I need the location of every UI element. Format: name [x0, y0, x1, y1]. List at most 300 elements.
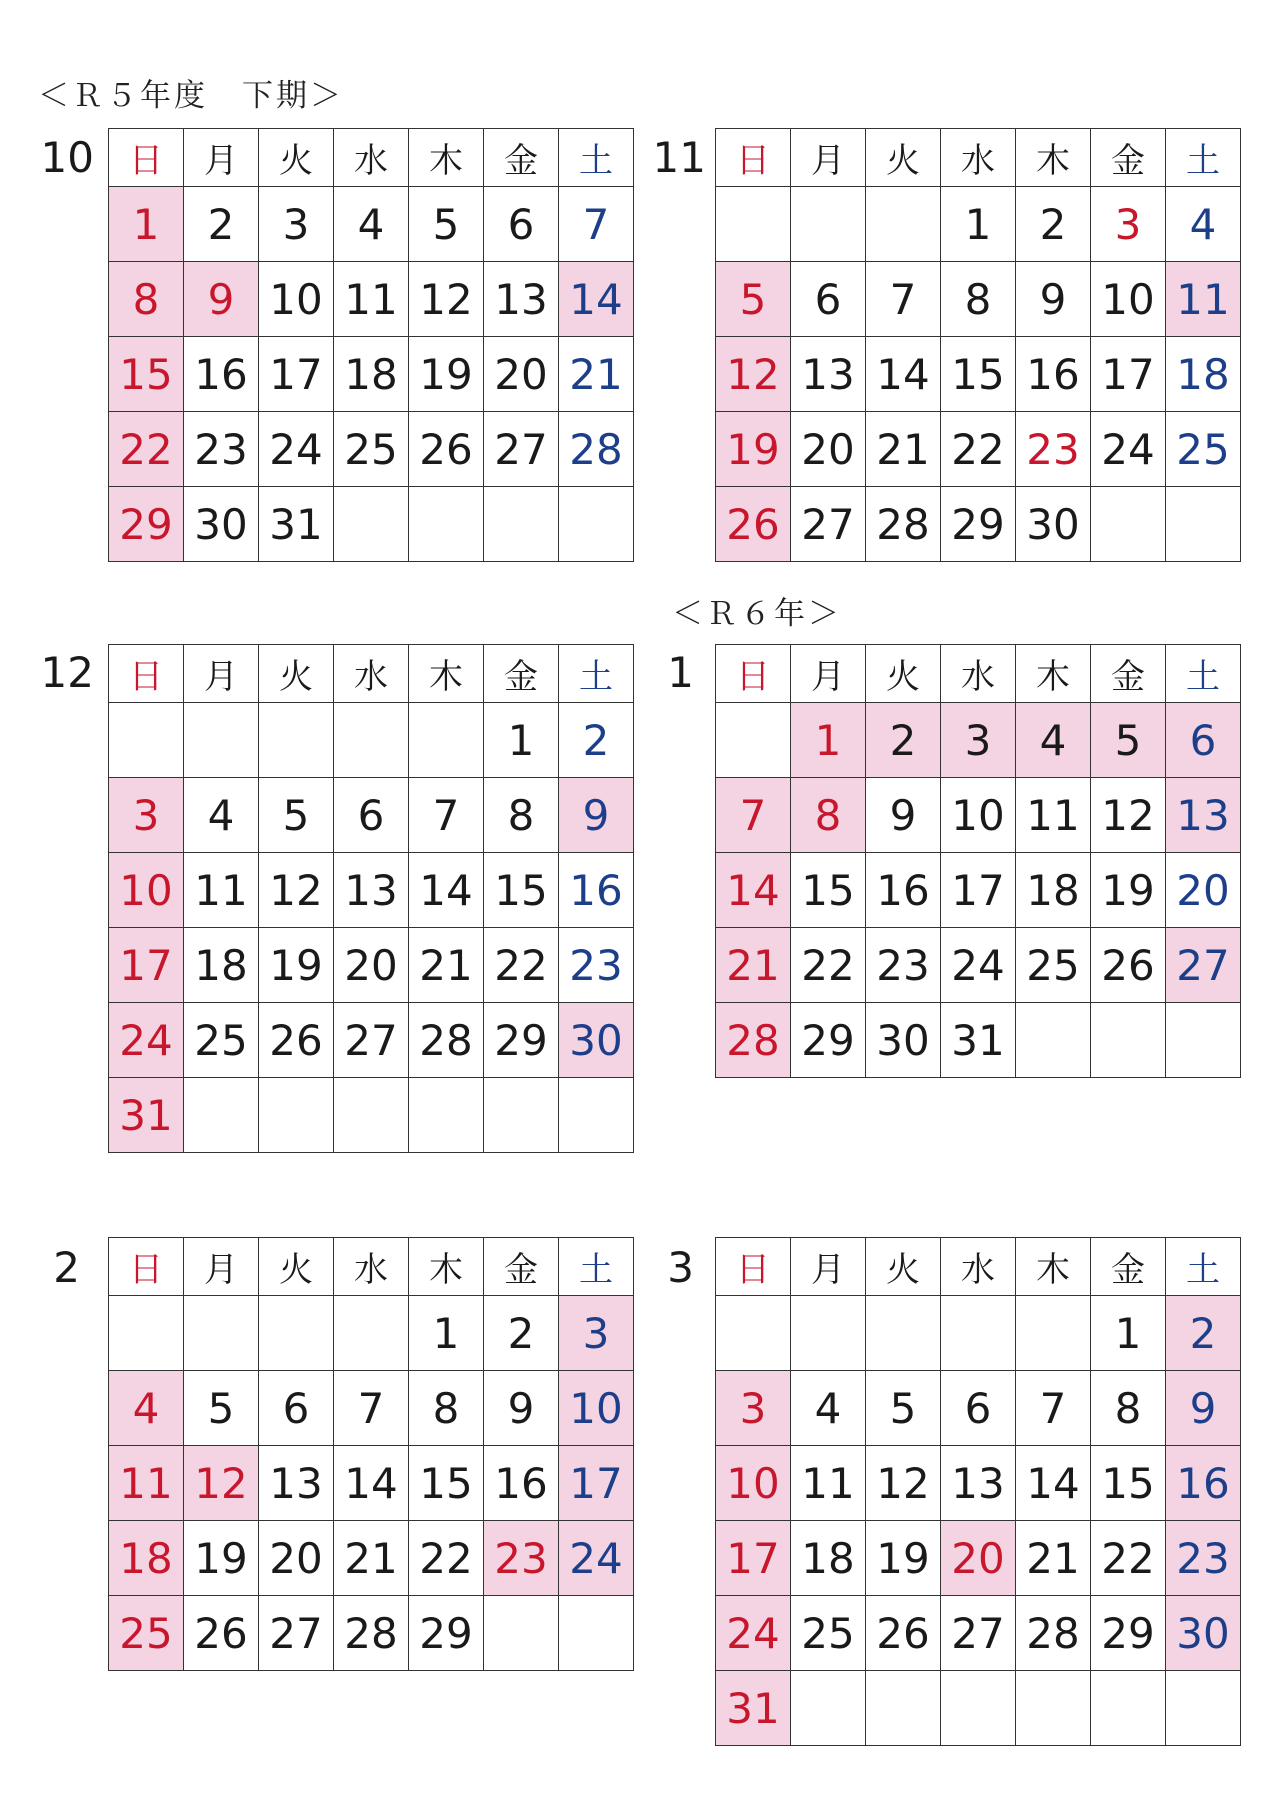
empty-cell [484, 487, 559, 562]
day-cell: 17 [1091, 337, 1166, 412]
day-cell: 11 [334, 262, 409, 337]
day-cell: 22 [409, 1521, 484, 1596]
day-cell: 24 [941, 928, 1016, 1003]
weekday-header: 木 [1016, 1238, 1091, 1296]
day-cell: 11 [184, 853, 259, 928]
day-cell: 20 [334, 928, 409, 1003]
empty-cell [334, 1078, 409, 1153]
day-cell: 24 [1091, 412, 1166, 487]
day-cell: 1 [409, 1296, 484, 1371]
weekday-header: 火 [866, 645, 941, 703]
day-cell: 3 [716, 1371, 791, 1446]
day-cell: 19 [184, 1521, 259, 1596]
day-cell: 3 [1091, 187, 1166, 262]
weekday-header-row [716, 129, 1241, 187]
day-cell: 6 [334, 778, 409, 853]
weekday-header: 月 [791, 1238, 866, 1296]
day-cell: 21 [409, 928, 484, 1003]
month-calendar [715, 644, 1241, 1078]
day-cell: 13 [259, 1446, 334, 1521]
empty-cell [791, 1671, 866, 1746]
day-cell: 30 [559, 1003, 634, 1078]
day-cell: 6 [1166, 703, 1241, 778]
day-cell: 6 [484, 187, 559, 262]
week-row [716, 703, 1241, 778]
day-cell: 10 [941, 778, 1016, 853]
week-row [716, 187, 1241, 262]
month-number: 2 [53, 1243, 80, 1292]
day-cell: 13 [334, 853, 409, 928]
weekday-header: 火 [866, 129, 941, 187]
day-cell: 18 [109, 1521, 184, 1596]
day-cell: 2 [559, 703, 634, 778]
day-cell: 23 [484, 1521, 559, 1596]
weekday-header: 土 [1166, 129, 1241, 187]
empty-cell [1016, 1003, 1091, 1078]
empty-cell [184, 703, 259, 778]
day-cell: 12 [866, 1446, 941, 1521]
empty-cell [559, 1078, 634, 1153]
empty-cell [259, 1296, 334, 1371]
day-cell: 1 [484, 703, 559, 778]
day-cell: 17 [259, 337, 334, 412]
day-cell: 18 [1166, 337, 1241, 412]
day-cell: 2 [184, 187, 259, 262]
day-cell: 3 [941, 703, 1016, 778]
empty-cell [334, 703, 409, 778]
month-calendar [715, 1237, 1241, 1746]
empty-cell [109, 1296, 184, 1371]
empty-cell [1166, 1003, 1241, 1078]
empty-cell [409, 487, 484, 562]
year-heading: ＜Ｒ６年＞ [672, 596, 842, 632]
day-cell: 7 [409, 778, 484, 853]
empty-cell [1091, 1003, 1166, 1078]
week-row [109, 1371, 634, 1446]
weekday-header-row [716, 645, 1241, 703]
day-cell: 16 [866, 853, 941, 928]
week-row [109, 262, 634, 337]
empty-cell [1166, 487, 1241, 562]
day-cell: 22 [484, 928, 559, 1003]
day-cell: 8 [791, 778, 866, 853]
day-cell: 26 [716, 487, 791, 562]
day-cell: 30 [184, 487, 259, 562]
day-cell: 23 [559, 928, 634, 1003]
day-cell: 2 [866, 703, 941, 778]
day-cell: 26 [866, 1596, 941, 1671]
day-cell: 5 [259, 778, 334, 853]
weekday-header: 土 [1166, 645, 1241, 703]
weekday-header: 木 [409, 1238, 484, 1296]
day-cell: 2 [1016, 187, 1091, 262]
weekday-header: 水 [334, 645, 409, 703]
day-cell: 13 [941, 1446, 1016, 1521]
day-cell: 16 [184, 337, 259, 412]
day-cell: 5 [409, 187, 484, 262]
day-cell: 19 [716, 412, 791, 487]
empty-cell [791, 1296, 866, 1371]
day-cell: 9 [1016, 262, 1091, 337]
day-cell: 25 [791, 1596, 866, 1671]
month-number: 3 [667, 1243, 694, 1292]
day-cell: 29 [109, 487, 184, 562]
day-cell: 22 [791, 928, 866, 1003]
day-cell: 2 [484, 1296, 559, 1371]
weekday-header: 金 [1091, 129, 1166, 187]
month-number: 1 [667, 648, 694, 697]
day-cell: 29 [791, 1003, 866, 1078]
day-cell: 18 [334, 337, 409, 412]
weekday-header: 水 [334, 129, 409, 187]
day-cell: 7 [559, 187, 634, 262]
day-cell: 31 [941, 1003, 1016, 1078]
day-cell: 13 [791, 337, 866, 412]
empty-cell [941, 1671, 1016, 1746]
day-cell: 17 [559, 1446, 634, 1521]
day-cell: 27 [941, 1596, 1016, 1671]
weekday-header: 木 [1016, 129, 1091, 187]
week-row [109, 337, 634, 412]
day-cell: 8 [1091, 1371, 1166, 1446]
day-cell: 18 [184, 928, 259, 1003]
day-cell: 15 [1091, 1446, 1166, 1521]
day-cell: 20 [791, 412, 866, 487]
empty-cell [559, 1596, 634, 1671]
day-cell: 26 [259, 1003, 334, 1078]
day-cell: 13 [484, 262, 559, 337]
day-cell: 29 [409, 1596, 484, 1671]
day-cell: 28 [334, 1596, 409, 1671]
day-cell: 29 [1091, 1596, 1166, 1671]
empty-cell [409, 1078, 484, 1153]
week-row [716, 1296, 1241, 1371]
empty-cell [259, 703, 334, 778]
week-row [109, 928, 634, 1003]
week-row [109, 1446, 634, 1521]
empty-cell [484, 1078, 559, 1153]
week-row [716, 853, 1241, 928]
day-cell: 20 [259, 1521, 334, 1596]
day-cell: 11 [791, 1446, 866, 1521]
day-cell: 9 [184, 262, 259, 337]
empty-cell [259, 1078, 334, 1153]
week-row [109, 1296, 634, 1371]
weekday-header: 土 [559, 129, 634, 187]
day-cell: 30 [1016, 487, 1091, 562]
day-cell: 20 [484, 337, 559, 412]
day-cell: 7 [1016, 1371, 1091, 1446]
day-cell: 8 [484, 778, 559, 853]
week-row [109, 1596, 634, 1671]
weekday-header: 木 [409, 645, 484, 703]
week-row [109, 1003, 634, 1078]
empty-cell [559, 487, 634, 562]
weekday-header: 水 [941, 129, 1016, 187]
day-cell: 10 [716, 1446, 791, 1521]
weekday-header: 水 [941, 645, 1016, 703]
weekday-header: 日 [716, 129, 791, 187]
day-cell: 14 [866, 337, 941, 412]
month-calendar [108, 644, 634, 1153]
day-cell: 19 [409, 337, 484, 412]
day-cell: 9 [866, 778, 941, 853]
day-cell: 25 [334, 412, 409, 487]
day-cell: 8 [941, 262, 1016, 337]
day-cell: 28 [1016, 1596, 1091, 1671]
day-cell: 11 [1166, 262, 1241, 337]
empty-cell [1091, 1671, 1166, 1746]
day-cell: 17 [716, 1521, 791, 1596]
week-row [716, 412, 1241, 487]
day-cell: 29 [484, 1003, 559, 1078]
day-cell: 16 [559, 853, 634, 928]
weekday-header: 木 [1016, 645, 1091, 703]
day-cell: 27 [791, 487, 866, 562]
day-cell: 24 [716, 1596, 791, 1671]
day-cell: 3 [259, 187, 334, 262]
weekday-header: 火 [259, 129, 334, 187]
day-cell: 17 [941, 853, 1016, 928]
day-cell: 10 [259, 262, 334, 337]
week-row [716, 1596, 1241, 1671]
month-calendar [108, 128, 634, 562]
day-cell: 23 [184, 412, 259, 487]
empty-cell [334, 487, 409, 562]
empty-cell [866, 187, 941, 262]
empty-cell [716, 187, 791, 262]
day-cell: 21 [866, 412, 941, 487]
day-cell: 5 [1091, 703, 1166, 778]
week-row [716, 487, 1241, 562]
weekday-header: 月 [184, 129, 259, 187]
day-cell: 27 [1166, 928, 1241, 1003]
day-cell: 29 [941, 487, 1016, 562]
day-cell: 14 [1016, 1446, 1091, 1521]
fiscal-half-heading: ＜Ｒ５年度 下期＞ [38, 78, 344, 114]
empty-cell [484, 1596, 559, 1671]
weekday-header: 金 [1091, 645, 1166, 703]
week-row [716, 262, 1241, 337]
weekday-header: 日 [716, 645, 791, 703]
weekday-header: 金 [484, 129, 559, 187]
empty-cell [334, 1296, 409, 1371]
weekday-header: 土 [559, 1238, 634, 1296]
day-cell: 4 [109, 1371, 184, 1446]
day-cell: 12 [1091, 778, 1166, 853]
day-cell: 21 [559, 337, 634, 412]
month-number: 11 [652, 133, 706, 182]
weekday-header: 金 [484, 1238, 559, 1296]
day-cell: 23 [1166, 1521, 1241, 1596]
day-cell: 10 [559, 1371, 634, 1446]
weekday-header: 日 [716, 1238, 791, 1296]
weekday-header: 火 [259, 1238, 334, 1296]
weekday-header: 日 [109, 1238, 184, 1296]
day-cell: 15 [109, 337, 184, 412]
day-cell: 5 [716, 262, 791, 337]
day-cell: 24 [559, 1521, 634, 1596]
week-row [109, 1078, 634, 1153]
day-cell: 10 [1091, 262, 1166, 337]
empty-cell [716, 703, 791, 778]
day-cell: 5 [866, 1371, 941, 1446]
empty-cell [1016, 1296, 1091, 1371]
day-cell: 14 [409, 853, 484, 928]
day-cell: 14 [716, 853, 791, 928]
day-cell: 6 [259, 1371, 334, 1446]
month-calendar [108, 1237, 634, 1671]
day-cell: 12 [184, 1446, 259, 1521]
day-cell: 14 [559, 262, 634, 337]
day-cell: 23 [866, 928, 941, 1003]
day-cell: 25 [184, 1003, 259, 1078]
week-row [716, 778, 1241, 853]
day-cell: 19 [1091, 853, 1166, 928]
day-cell: 9 [1166, 1371, 1241, 1446]
day-cell: 16 [1166, 1446, 1241, 1521]
weekday-header: 月 [184, 645, 259, 703]
empty-cell [184, 1296, 259, 1371]
day-cell: 8 [409, 1371, 484, 1446]
day-cell: 25 [1166, 412, 1241, 487]
day-cell: 18 [791, 1521, 866, 1596]
day-cell: 31 [716, 1671, 791, 1746]
weekday-header-row [109, 1238, 634, 1296]
day-cell: 20 [1166, 853, 1241, 928]
day-cell: 8 [109, 262, 184, 337]
day-cell: 11 [109, 1446, 184, 1521]
day-cell: 26 [184, 1596, 259, 1671]
weekday-header: 土 [1166, 1238, 1241, 1296]
day-cell: 14 [334, 1446, 409, 1521]
day-cell: 3 [559, 1296, 634, 1371]
day-cell: 26 [409, 412, 484, 487]
empty-cell [109, 703, 184, 778]
day-cell: 24 [109, 1003, 184, 1078]
month-calendar [715, 128, 1241, 562]
week-row [716, 1003, 1241, 1078]
week-row [109, 778, 634, 853]
day-cell: 28 [866, 487, 941, 562]
day-cell: 28 [559, 412, 634, 487]
weekday-header-row [109, 645, 634, 703]
day-cell: 17 [109, 928, 184, 1003]
day-cell: 10 [109, 853, 184, 928]
weekday-header: 月 [791, 645, 866, 703]
weekday-header: 日 [109, 129, 184, 187]
weekday-header-row [716, 1238, 1241, 1296]
day-cell: 11 [1016, 778, 1091, 853]
month-number: 10 [40, 133, 94, 182]
week-row [716, 337, 1241, 412]
day-cell: 13 [1166, 778, 1241, 853]
day-cell: 5 [184, 1371, 259, 1446]
day-cell: 30 [866, 1003, 941, 1078]
empty-cell [1016, 1671, 1091, 1746]
day-cell: 2 [1166, 1296, 1241, 1371]
day-cell: 27 [484, 412, 559, 487]
day-cell: 21 [1016, 1521, 1091, 1596]
day-cell: 22 [109, 412, 184, 487]
day-cell: 30 [1166, 1596, 1241, 1671]
weekday-header-row [109, 129, 634, 187]
day-cell: 7 [716, 778, 791, 853]
weekday-header: 火 [866, 1238, 941, 1296]
day-cell: 7 [866, 262, 941, 337]
week-row [716, 1446, 1241, 1521]
day-cell: 21 [716, 928, 791, 1003]
day-cell: 22 [941, 412, 1016, 487]
day-cell: 4 [184, 778, 259, 853]
empty-cell [791, 187, 866, 262]
weekday-header: 月 [791, 129, 866, 187]
weekday-header: 日 [109, 645, 184, 703]
day-cell: 25 [1016, 928, 1091, 1003]
empty-cell [866, 1671, 941, 1746]
day-cell: 15 [409, 1446, 484, 1521]
day-cell: 9 [484, 1371, 559, 1446]
weekday-header: 金 [1091, 1238, 1166, 1296]
day-cell: 1 [941, 187, 1016, 262]
day-cell: 4 [791, 1371, 866, 1446]
week-row [716, 1521, 1241, 1596]
empty-cell [716, 1296, 791, 1371]
weekday-header: 水 [941, 1238, 1016, 1296]
day-cell: 31 [109, 1078, 184, 1153]
empty-cell [1166, 1671, 1241, 1746]
week-row [109, 187, 634, 262]
weekday-header: 火 [259, 645, 334, 703]
day-cell: 1 [1091, 1296, 1166, 1371]
empty-cell [184, 1078, 259, 1153]
day-cell: 21 [334, 1521, 409, 1596]
day-cell: 9 [559, 778, 634, 853]
day-cell: 18 [1016, 853, 1091, 928]
week-row [109, 412, 634, 487]
day-cell: 27 [259, 1596, 334, 1671]
day-cell: 12 [716, 337, 791, 412]
day-cell: 12 [409, 262, 484, 337]
weekday-header: 月 [184, 1238, 259, 1296]
empty-cell [866, 1296, 941, 1371]
day-cell: 25 [109, 1596, 184, 1671]
day-cell: 3 [109, 778, 184, 853]
weekday-header: 木 [409, 129, 484, 187]
day-cell: 1 [109, 187, 184, 262]
empty-cell [1091, 487, 1166, 562]
week-row [109, 703, 634, 778]
day-cell: 23 [1016, 412, 1091, 487]
day-cell: 4 [1166, 187, 1241, 262]
day-cell: 24 [259, 412, 334, 487]
week-row [109, 1521, 634, 1596]
day-cell: 15 [941, 337, 1016, 412]
day-cell: 12 [259, 853, 334, 928]
day-cell: 27 [334, 1003, 409, 1078]
day-cell: 28 [409, 1003, 484, 1078]
day-cell: 6 [791, 262, 866, 337]
day-cell: 26 [1091, 928, 1166, 1003]
day-cell: 19 [866, 1521, 941, 1596]
day-cell: 31 [259, 487, 334, 562]
weekday-header: 金 [484, 645, 559, 703]
day-cell: 15 [484, 853, 559, 928]
week-row [716, 1671, 1241, 1746]
weekday-header: 水 [334, 1238, 409, 1296]
week-row [716, 928, 1241, 1003]
day-cell: 4 [1016, 703, 1091, 778]
